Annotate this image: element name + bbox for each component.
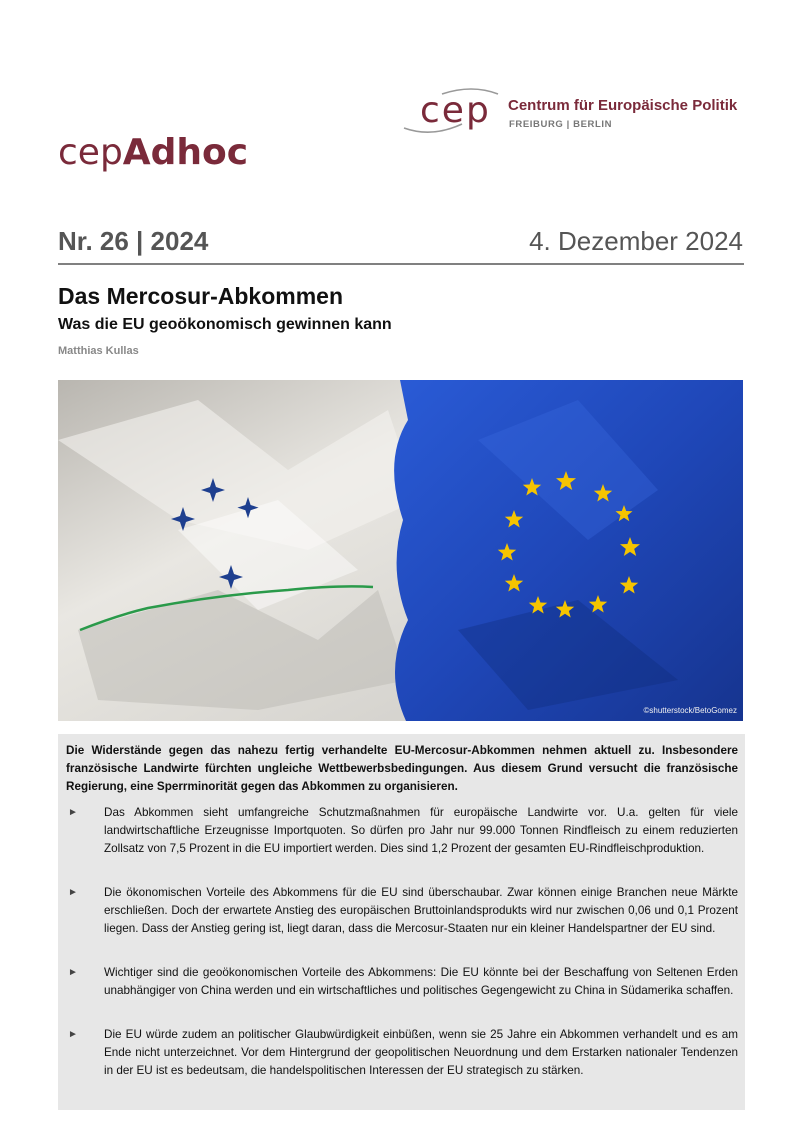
series-prefix: cep: [58, 132, 123, 173]
image-credit: ©shutterstock/BetoGomez: [643, 706, 737, 715]
cep-logo: [402, 84, 502, 140]
author-name: Matthias Kullas: [58, 345, 139, 357]
summary-bullet: [66, 804, 738, 858]
bullet-text: Wichtiger sind die geoökonomischen Vorteile des Abkommens: Die EU könnte bei der Beschaffung von Seltenen Erden unabhängiger von China werden und ein wirtschaftliches und politisches Gegengewicht zu China in Südamerika schaffen.: [104, 966, 738, 997]
hero-image: [58, 380, 743, 721]
series-name: Adhoc: [122, 132, 249, 173]
issue-number: Nr. 26 | 2024: [58, 226, 209, 256]
summary-bullet: [66, 884, 738, 938]
bullet-arrow-icon: ►: [68, 1029, 78, 1040]
bullet-text: Die ökonomischen Vorteile des Abkommens für die EU sind überschaubar. Zwar können einige Branchen neue Märkte erschließen. Doch der erwartete Anstieg des europäischen Bruttoinlandsprodukts wird nur zwischen 0,06 und 0,1 Prozent liegen. Dass der Anstieg gering ist, liegt daran, dass die Mercosur-Staaten nur ein kleiner Handelspartner der EU sind.: [104, 886, 738, 935]
bullet-text: Das Abkommen sieht umfangreiche Schutzmaßnahmen für europäische Landwirte vor. U.a. gelten für viele landwirtschaftliche Erzeugnisse Importquoten. So dürfen pro Jahr nur 99.000 Tonnen Rindfleisch zu einem reduzierten Zollsatz von 7,5 Prozent in die EU importiert werden. Dies sind 1,2 Prozent der gesamten EU-Rindfleischproduktion.: [104, 806, 738, 855]
summary-box: [58, 734, 745, 1110]
org-city: FREIBURG | BERLIN: [509, 119, 613, 130]
bullet-arrow-icon: ►: [68, 967, 78, 978]
summary-bullet: [66, 1026, 738, 1080]
summary-bullet: [66, 964, 738, 1000]
summary-intro: Die Widerstände gegen das nahezu fertig verhandelte EU-Mercosur-Abkommen nehmen aktuell zu. Insbesondere französische Landwirte fürchten ungleiche Wettbewerbsbedingungen. Aus diesem Grund versucht die französische Regierung, eine Sperrminorität gegen das Abkommen zu organisieren.: [66, 744, 738, 793]
article-title: Das Mercosur-Abkommen: [58, 283, 344, 309]
article-subtitle: Was die EU geoökonomisch gewinnen kann: [58, 316, 392, 333]
bullet-arrow-icon: ►: [68, 807, 78, 818]
header-divider: [58, 263, 744, 265]
org-name: Centrum für Europäische Politik: [508, 97, 738, 114]
series-title: [58, 132, 248, 173]
logo-word: cep: [420, 90, 491, 131]
bullet-arrow-icon: ►: [68, 887, 78, 898]
publication-date: 4. Dezember 2024: [529, 226, 743, 256]
bullet-text: Die EU würde zudem an politischer Glaubwürdigkeit einbüßen, wenn sie 25 Jahre ein Abkommen verhandelt und es am Ende nicht unterzeichnet. Vor dem Hintergrund der geopolitischen Neuordnung und dem Erstarken nationaler Tendenzen in der EU ist es bedeutsam, die handelspolitischen Interessen der EU strategisch zu stärken.: [104, 1028, 738, 1077]
